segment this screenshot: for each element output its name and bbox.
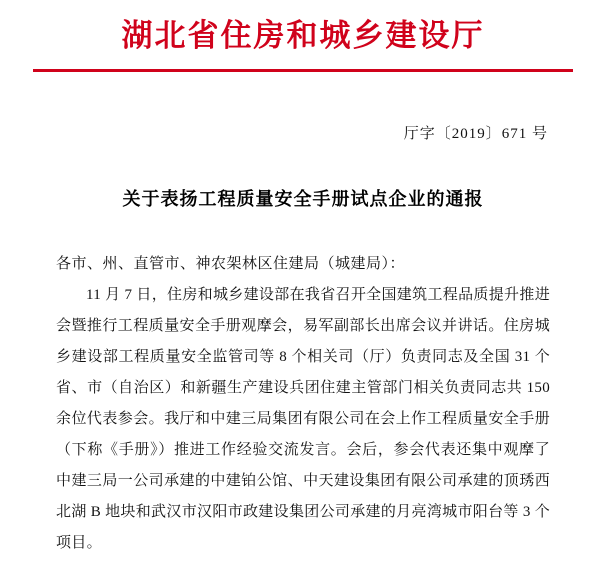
document-subject-title: 关于表扬工程质量安全手册试点企业的通报: [122, 189, 484, 211]
document-body: [0, 249, 606, 559]
body-paragraph: 11 月 7 日，住房和城乡建设部在我省召开全国建筑工程品质提升推进会暨推行工程质量安全手册观摩会，易军副部长出席会议并讲话。住房城乡建设部工程质量安全监管司等 8 个相关司（厅）负责同志及全国 31 个省、市（自治区）和新疆生产建设兵团住建主管部门相关负责同志共 150 余位代表参会。我厅和中建三局集团有限公司在会上作工程质量安全手册（下称《手册》）推进工作经验交流发言。会后，参会代表还集中观摩了中建三局一公司承建的中建铂公馆、中天建设集团有限公司承建的顶琇西北湖 B 地块和武汉市汉阳市政建设集团公司承建的月亮湾城市阳台等 3 个项目。: [56, 287, 550, 552]
document-number: 厅字〔2019〕671 号: [403, 126, 548, 143]
issuing-authority-title: 湖北省住房和城乡建设厅: [121, 18, 485, 54]
header-red-divider: [33, 69, 573, 72]
salutation-line: 各市、州、直管市、神农架林区住建局（城建局）：: [56, 256, 406, 273]
document-header: [0, 0, 606, 78]
